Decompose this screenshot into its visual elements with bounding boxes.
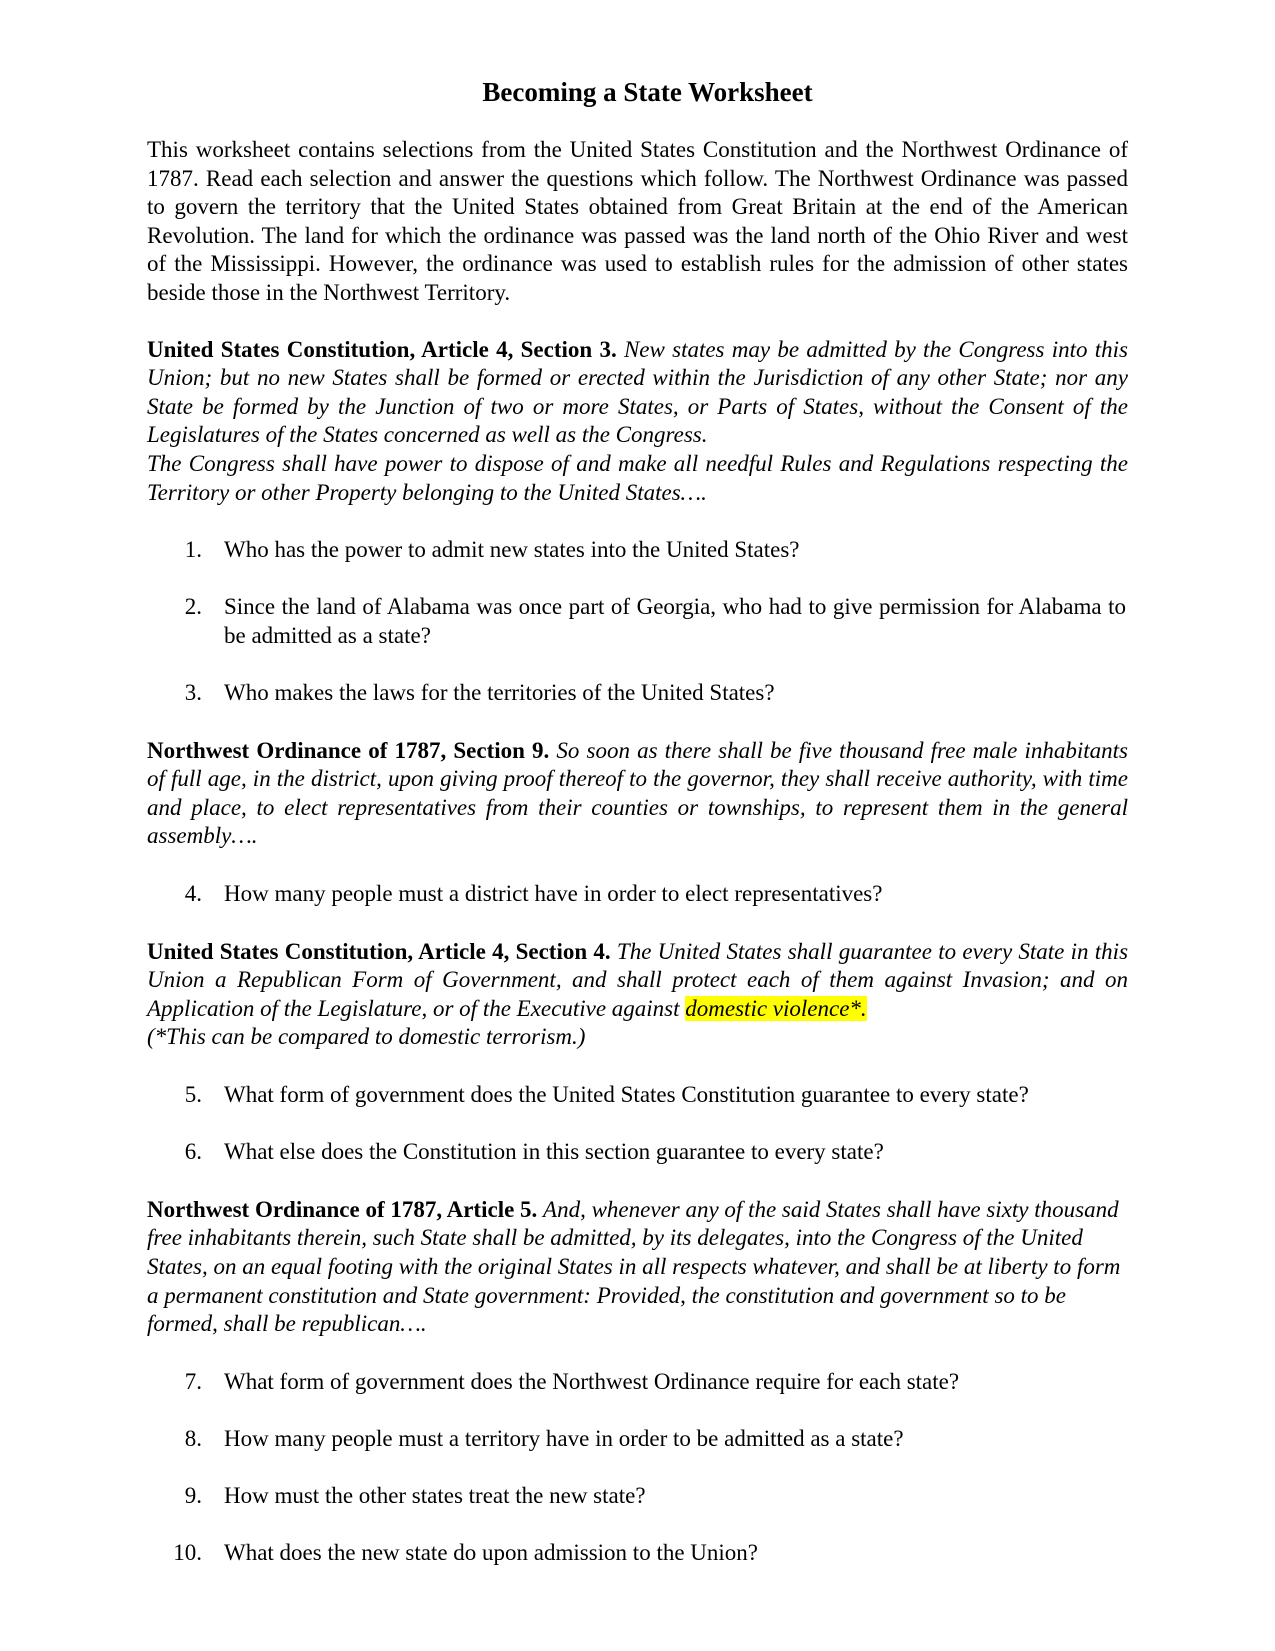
question-text: How many people must a district have in order to elect representatives? bbox=[224, 881, 883, 907]
selection-continuation bbox=[147, 450, 1128, 507]
selection-text: And, whenever any of the said States shall have sixty thousand free inhabitants therein, such State shall be admitted, by its delegates, into the Congress of the United States, on an equal footing with the original States in all respects whatever, and shall be at liberty to form a permanent constitution and State government: Provided, the constitution and government so to be formed, shall be republican…. bbox=[147, 1196, 1121, 1337]
question-item bbox=[147, 1482, 1128, 1511]
question-text: How many people must a territory have in order to be admitted as a state? bbox=[224, 1425, 904, 1451]
question-text: Who makes the laws for the territories of the United States? bbox=[224, 680, 775, 706]
selection-ordinance-sec9 bbox=[147, 737, 1128, 851]
question-list bbox=[147, 536, 1128, 708]
selection-text: New states may be admitted by the Congress into this Union; but no new States shall be formed or erected within the Jurisdiction of any other State; nor any State be formed by the Junction of two or more States, or Parts of States, without the Consent of the Legislatures of the States concerned as well as the Congress. bbox=[147, 336, 1128, 448]
selection-footnote bbox=[147, 1023, 1128, 1052]
question-item bbox=[147, 536, 1128, 565]
question-item bbox=[147, 880, 1128, 909]
question-list bbox=[147, 1081, 1128, 1167]
question-text: What form of government does the Northwest Ordinance require for each state? bbox=[224, 1368, 960, 1394]
selection-heading: United States Constitution, Article 4, Section 3. bbox=[147, 336, 617, 362]
question-text: What does the new state do upon admission to the Union? bbox=[224, 1540, 759, 1566]
question-list bbox=[147, 1368, 1128, 1568]
question-number: 7. bbox=[184, 1368, 202, 1394]
question-item bbox=[147, 593, 1128, 650]
selection-text: So soon as there shall be five thousand free male inhabitants of full age, in the district, upon giving proof thereof to the governor, they shall receive authority, with time and place, to elect representatives from their counties or townships, to represent them in the general assembly…. bbox=[147, 737, 1128, 849]
question-list bbox=[147, 880, 1128, 909]
highlighted-text: domestic violence*. bbox=[685, 995, 867, 1021]
question-item bbox=[147, 1539, 1128, 1568]
question-item bbox=[147, 1368, 1128, 1397]
selection-text: The Congress shall have power to dispose of and make all needful Rules and Regulations respecting the Territory or other Property belonging to the United States…. bbox=[147, 450, 1128, 505]
footnote-text: (*This can be compared to domestic terrorism.) bbox=[147, 1024, 586, 1050]
selection-constitution-art4-sec4 bbox=[147, 938, 1128, 1024]
question-text: Who has the power to admit new states into the United States? bbox=[224, 537, 800, 563]
question-text: What form of government does the United States Constitution guarantee to every state? bbox=[224, 1082, 1029, 1108]
question-number: 3. bbox=[184, 680, 202, 706]
question-text: What else does the Constitution in this section guarantee to every state? bbox=[224, 1139, 884, 1165]
page-title: Becoming a State Worksheet bbox=[482, 77, 813, 107]
selection-heading: Northwest Ordinance of 1787, Section 9. bbox=[147, 737, 550, 763]
question-number: 10. bbox=[173, 1540, 202, 1566]
question-number: 5. bbox=[184, 1082, 202, 1108]
question-item bbox=[147, 679, 1128, 708]
question-number: 6. bbox=[184, 1139, 202, 1165]
question-item bbox=[147, 1081, 1128, 1110]
selection-ordinance-art5 bbox=[147, 1196, 1128, 1339]
question-text: How must the other states treat the new state? bbox=[224, 1483, 646, 1509]
question-item bbox=[147, 1425, 1128, 1454]
selection-text: The United States shall guarantee to every State in this Union a Republican Form of Government, and shall protect each of them against Invasion; and on Application of the Legislature, or of the Executive against bbox=[147, 938, 1129, 1021]
selection-heading: Northwest Ordinance of 1787, Article 5. bbox=[147, 1196, 538, 1222]
question-number: 1. bbox=[184, 537, 202, 563]
question-item bbox=[147, 1138, 1128, 1167]
selection-heading: United States Constitution, Article 4, Section 4. bbox=[147, 938, 611, 964]
intro-paragraph: This worksheet contains selections from the United States Constitution and the Northwest Ordinance of 1787. Read each selection and answer the questions which follow. The Northwest Ordinance was passed to govern the territory that the United States obtained from Great Britain at the end of the American Revolution. The land for which the ordinance was passed was the land north of the Ohio River and west of the Mississippi. However, the ordinance was used to establish rules for the admission of other states beside those in the Northwest Territory. bbox=[147, 137, 1128, 305]
question-text: Since the land of Alabama was once part of Georgia, who had to give permission for Alabama to be admitted as a state? bbox=[224, 594, 1126, 648]
question-number: 2. bbox=[184, 594, 202, 620]
question-number: 4. bbox=[184, 881, 202, 907]
selection-constitution-art4-sec3 bbox=[147, 336, 1128, 450]
question-number: 9. bbox=[184, 1483, 202, 1509]
question-number: 8. bbox=[184, 1425, 202, 1451]
